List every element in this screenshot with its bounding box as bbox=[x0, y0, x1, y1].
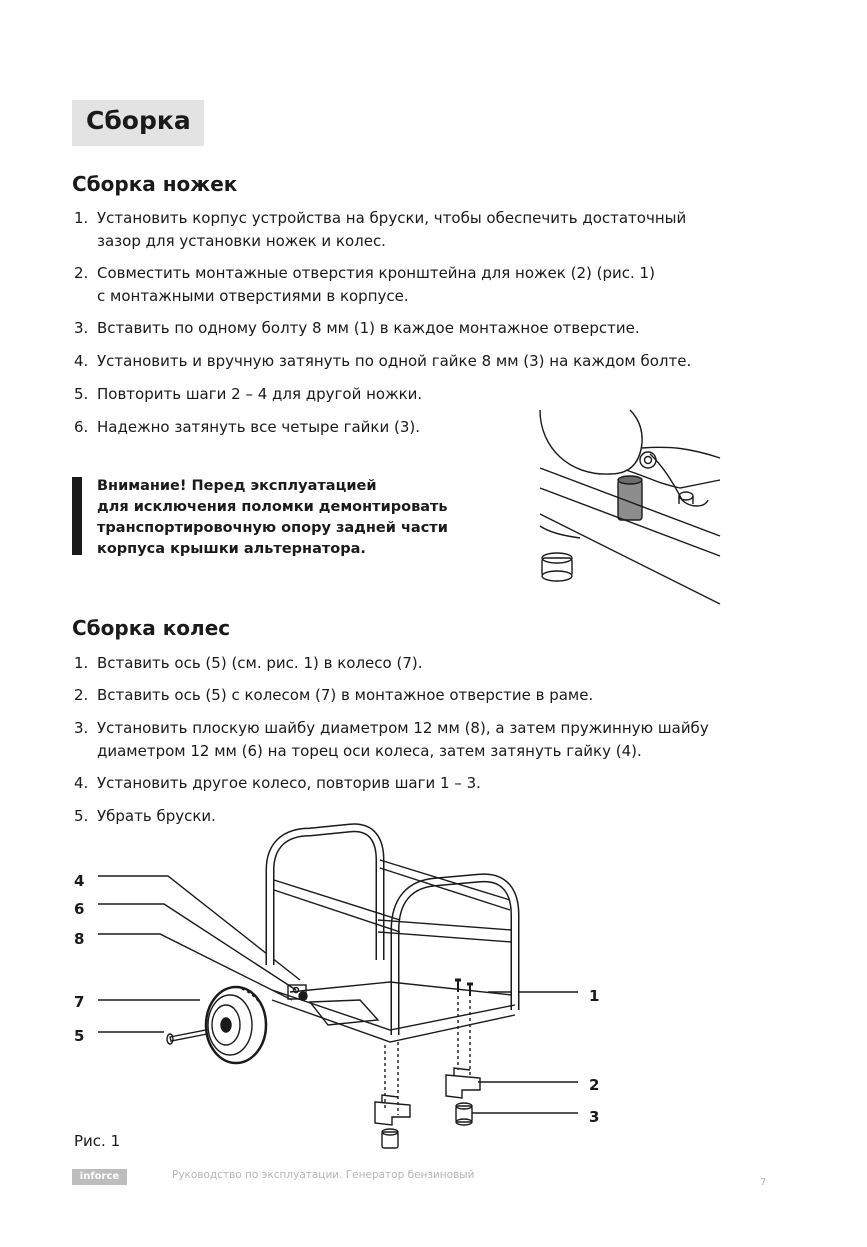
step-number: 3. bbox=[74, 719, 89, 737]
callout-4: 4 bbox=[74, 872, 85, 890]
section-title: Сборка bbox=[86, 106, 191, 135]
step-text: зазор для установки ножек и колес. bbox=[97, 232, 386, 250]
step-text: Установить плоскую шайбу диаметром 12 мм (8), а затем пружинную шайбу bbox=[97, 719, 709, 737]
callout-6: 6 bbox=[74, 900, 85, 918]
callout-8: 8 bbox=[74, 930, 85, 948]
warning-line: для исключения поломки демонтировать bbox=[97, 499, 448, 515]
step-number: 4. bbox=[74, 774, 89, 792]
page-number: 7 bbox=[760, 1177, 767, 1188]
figure-caption: Рис. 1 bbox=[74, 1132, 121, 1150]
step-text: Совместить монтажные отверстия кронштейна для ножек (2) (рис. 1) bbox=[97, 264, 655, 282]
legs-heading-wrap bbox=[72, 172, 237, 196]
transport-support bbox=[618, 480, 642, 520]
step-number: 5. bbox=[74, 385, 89, 403]
callout-1: 1 bbox=[589, 987, 600, 1005]
footer-text: Руководство по эксплуатации. Генератор бензиновый bbox=[172, 1169, 475, 1181]
step-text: Вставить ось (5) с колесом (7) в монтажное отверстие в раме. bbox=[97, 686, 594, 704]
warning-line: корпуса крышки альтернатора. bbox=[97, 541, 366, 557]
legs-heading: Сборка ножек bbox=[72, 172, 238, 196]
figure-frame-assembly bbox=[60, 820, 620, 1150]
callout-7: 7 bbox=[74, 993, 85, 1011]
step-text: диаметром 12 мм (6) на торец оси колеса, затем затянуть гайку (4). bbox=[97, 742, 642, 760]
step-number: 6. bbox=[74, 418, 89, 436]
wheels-heading: Сборка колес bbox=[72, 616, 231, 640]
step-text: Надежно затянуть все четыре гайки (3). bbox=[97, 418, 420, 436]
callout-2: 2 bbox=[589, 1076, 600, 1094]
step-number: 2. bbox=[74, 686, 89, 704]
step-number: 1. bbox=[74, 209, 89, 227]
step-text: Вставить ось (5) (см. рис. 1) в колесо (7). bbox=[97, 654, 423, 672]
warning-line: Внимание! Перед эксплуатацией bbox=[97, 478, 377, 494]
warning-text bbox=[97, 476, 448, 560]
step-text: с монтажными отверстиями в корпусе. bbox=[97, 287, 409, 305]
step-text: Убрать бруски. bbox=[97, 807, 216, 825]
transport-support-illustration bbox=[530, 408, 730, 613]
step-number: 1. bbox=[74, 654, 89, 672]
callout-3: 3 bbox=[589, 1108, 600, 1126]
step-number: 4. bbox=[74, 352, 89, 370]
wheels-heading-wrap bbox=[72, 616, 230, 640]
step-number: 2. bbox=[74, 264, 89, 282]
brand-logo: inforce bbox=[72, 1169, 127, 1185]
step-number: 3. bbox=[74, 319, 89, 337]
step-number: 5. bbox=[74, 807, 89, 825]
step-text: Установить другое колесо, повторив шаги 1 – 3. bbox=[97, 774, 481, 792]
step-text: Установить и вручную затянуть по одной гайке 8 мм (3) на каждом болте. bbox=[97, 352, 692, 370]
step-text: Установить корпус устройства на бруски, чтобы обеспечить достаточный bbox=[97, 209, 687, 227]
warning-line: транспортировочную опору задней части bbox=[97, 520, 448, 536]
bolt-head bbox=[640, 452, 656, 468]
step-text: Вставить по одному болту 8 мм (1) в каждое монтажное отверстие. bbox=[97, 319, 640, 337]
alternator-body-outline bbox=[540, 410, 642, 474]
step-text: Повторить шаги 2 – 4 для другой ножки. bbox=[97, 385, 423, 403]
warning-bar bbox=[72, 477, 82, 555]
callout-5: 5 bbox=[74, 1027, 85, 1045]
